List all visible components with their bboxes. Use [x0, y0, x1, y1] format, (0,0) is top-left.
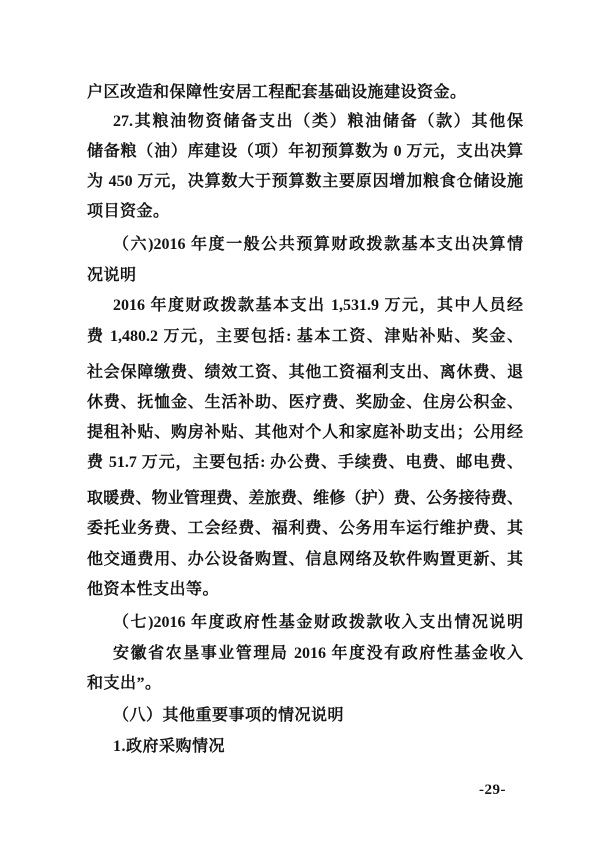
text-line: 他资本性支出等。	[87, 581, 220, 598]
text-line: 2016 年度财政拨款基本支出 1,531.9 万元，其中人员经	[113, 297, 523, 314]
text-line: 1.政府采购情况	[113, 738, 226, 755]
text-line: 27.其粮油物资储备支出（类）粮油储备（款）其他保	[113, 113, 523, 130]
text-line: 况说明	[87, 267, 137, 284]
text-line: 休费、抚恤金、生活补助、医疗费、奖励金、住房公积金、	[87, 394, 523, 411]
text-line: 社会保障缴费、绩效工资、其他工资福利支出、离休费、退	[87, 364, 523, 381]
text-line: 安徽省农垦事业管理局 2016 年度没有政府性基金收入	[113, 645, 523, 662]
text-line: 费 51.7 万元，主要包括: 办公费、手续费、电费、邮电费、	[87, 454, 523, 471]
text-line: （七)2016 年度政府性基金财政拨款收入支出情况说明	[113, 614, 523, 631]
text-line: 他交通费用、办公设备购置、信息网络及软件购置更新、其	[87, 551, 523, 568]
text-line: 提租补贴、购房补贴、其他对个人和家庭补助支出；公用经	[87, 424, 523, 441]
text-line: （八）其他重要事项的情况说明	[113, 707, 345, 724]
text-line: 取暖费、物业管理费、差旅费、维修（护）费、公务接待费、	[87, 490, 523, 507]
text-line: 项目资金。	[87, 203, 170, 220]
text-line: 委托业务费、工会经费、福利费、公务用车运行维护费、其	[87, 520, 523, 537]
text-line: 储备粮（油）库建设（项）年初预算数为 0 万元，支出决算	[87, 143, 523, 160]
text-line: 为 450 万元，决算数大于预算数主要原因增加粮食仓储设施	[87, 173, 523, 190]
text-line: 费 1,480.2 万元，主要包括: 基本工资、津贴补贴、奖金、	[87, 328, 523, 345]
text-line: （六)2016 年度一般公共预算财政拨款基本支出决算情	[113, 236, 523, 253]
text-line: 和支出”。	[87, 675, 162, 692]
page-number: -29-	[479, 782, 506, 798]
text-line: 户区改造和保障性安居工程配套基础设施建设资金。	[87, 84, 467, 101]
